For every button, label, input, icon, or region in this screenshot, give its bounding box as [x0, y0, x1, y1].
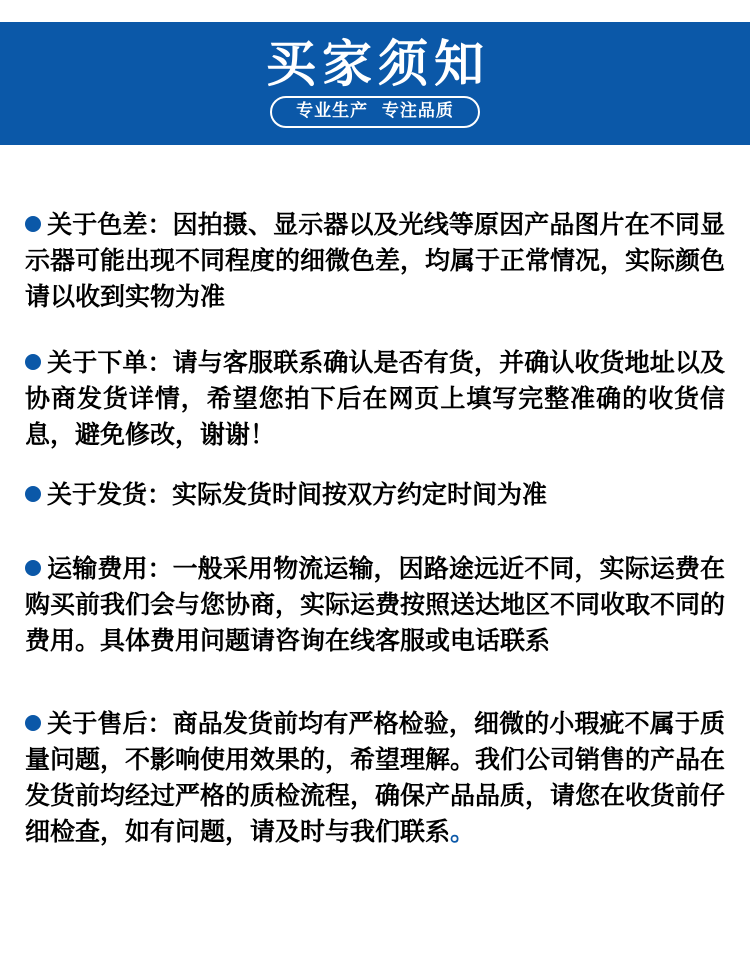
bullet-icon	[25, 486, 41, 502]
notice-paragraph-shipping-time	[25, 477, 725, 513]
quality-tagline-badge: 专业生产 专注品质	[270, 96, 480, 128]
notice-text: 关于色差：因拍摄、显示器以及光线等原因产品图片在不同显示器可能出现不同程度的细微色差，均属于正常情况，实际颜色请以收到实物为准	[25, 210, 726, 311]
header-banner	[0, 22, 750, 145]
notice-text: 关于下单：请与客服联系确认是否有货，并确认收货地址以及协商发货详情，希望您拍下后在网页上填写完整准确的收货信息，避免修改，谢谢！	[25, 348, 725, 449]
bullet-icon	[25, 715, 41, 731]
notice-list	[0, 207, 750, 850]
notice-text: 运输费用：一般采用物流运输，因路途远近不同，实际运费在购买前我们会与您协商，实际运费按照送达地区不同收取不同的费用。具体费用问题请咨询在线客服或电话联系	[25, 554, 726, 655]
page-title: 买家须知	[266, 35, 490, 93]
bullet-icon	[25, 560, 41, 576]
notice-paragraph-after-sales	[25, 706, 725, 850]
notice-text-suffix: 。	[450, 817, 476, 846]
notice-paragraph-color-difference	[25, 207, 725, 315]
bullet-icon	[25, 216, 41, 232]
notice-text: 关于售后：商品发货前均有严格检验，细微的小瑕疵不属于质量问题，不影响使用效果的，希望理解。我们公司销售的产品在发货前均经过严格的质检流程，确保产品品质，请您在收货前仔细检查，如有问题，请及时与我们联系	[25, 709, 726, 846]
notice-text: 关于发货：实际发货时间按双方约定时间为准	[47, 480, 548, 509]
notice-paragraph-ordering	[25, 345, 725, 453]
bullet-icon	[25, 354, 41, 370]
notice-paragraph-freight-cost	[25, 551, 725, 659]
